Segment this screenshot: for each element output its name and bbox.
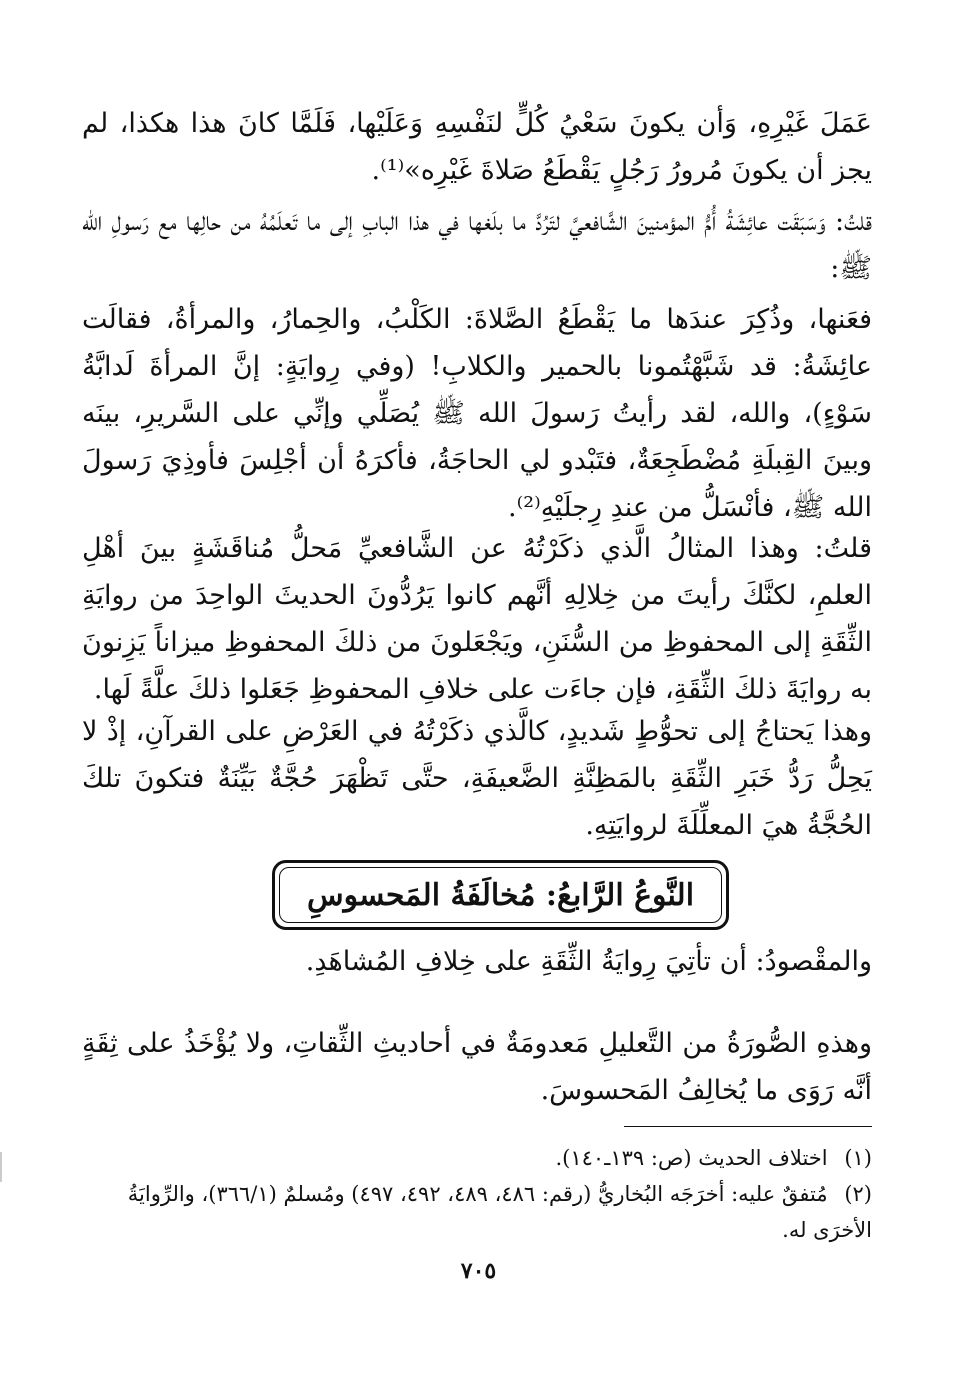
paragraph-4: قلتُ: وهذا المثالُ الَّذي ذكَرْتُهُ عن الشَّافعيِّ مَحلُّ مُناقَشَةٍ بينَ أهْلِ العلمِ، لكنَّكَ رأيتَ من خِلالِهِ أنَّهم كانوا يَرُدُّونَ الحديثَ الواحِدَ من روايَةِ الثِّقَةِ إلى المحفوظِ من السُّنَنِ، ويَجْعَلونَ من ذلكَ المحفوظِ ميزاناً يَزِنونَ به روايَةَ ذلكَ الثِّقَةِ، فإن جاءَت على خلافِ المحفوظِ جَعَلوا ذلكَ علَّةً لَها. (82, 533, 872, 705)
scan-margin-mark (0, 1152, 2, 1182)
page-number: ٧٠٥ (460, 1258, 497, 1284)
paragraph-5: وهذا يَحتاجُ إلى تحوُّطٍ شَديدٍ، كالَّذي ذكَرْتُهُ في العَرْضِ على القرآنِ، إذْ لا يَحِلُّ رَدُّ خَبَرِ الثِّقَةِ بالمَظِنَّةِ الضَّعيفَةِ، حتَّى تَظْهَرَ حُجَّةٌ بَيِّنَةٌ فتكونَ تلكَ الحُجَّةُ هيَ المعلِّلَةَ لروايَتِهِ. (82, 716, 872, 841)
footnote-number: (٢) (844, 1182, 872, 1206)
section-heading-frame (272, 860, 729, 930)
footnote-2 (82, 1176, 872, 1248)
footnote-text: مُتفقٌ عليه: أخرَجَه البُخاريُّ (رقم: ٤٨٦، ٤٨٩، ٤٩٢، ٤٩٧) ومُسلمٌ (٣٦٦/١)، والرِّوايَةُ الأخرَى له. (127, 1182, 872, 1242)
paragraph-6: والمقْصودُ: أن تأتِيَ رِوايَةُ الثِّقَةِ على خِلافِ المُشاهَدِ. (305, 946, 872, 977)
section-heading: النَّوعُ الرَّابعُ: مُخالَفَةُ المَحسوسِ (306, 877, 695, 913)
paragraph-3: فعَنها، وذُكِرَ عندَها ما يَقْطَعُ الصَّلاةَ: الكَلْبُ، والحِمارُ، والمرأةُ، فقالَت عائِشَةُ: قد شَبَّهْتُمونا بالحمير والكلابِ! (وفي رِوايَةٍ: إنَّ المرأةَ لَدابَّةُ سَوْءٍ)، والله، لقد رأيتُ رَسولَ الله ﷺ يُصَلِّي وإنِّي على السَّريرِ، بينَه وبينَ القِبلَةِ مُضْطَجِعَةٌ، فتَبْدو لي الحاجَةُ، فأكرَهُ أن أجْلِسَ فأوذِيَ رَسولَ الله ﷺ، فأنْسَلُّ من عندِ رِجلَيْهِ⁽²⁾. (82, 304, 872, 523)
footnote-number: (١) (844, 1146, 872, 1170)
section-heading-inner-frame (279, 867, 722, 923)
footnotes (82, 1140, 872, 1248)
footnote-divider (624, 1126, 872, 1127)
paragraph-1: عَمَلَ غَيْرِهِ، وَأن يكونَ سَعْيُ كُلٍّ لنَفْسِهِ وَعَلَيْها، فَلَمَّا كانَ هذا هكذا، لم يجز أن يكونَ مُرورُ رَجُلٍ يَقْطَعُ صَلاةَ غَيْرِه»⁽¹⁾. (82, 108, 872, 186)
footnote-1 (82, 1140, 872, 1176)
paragraph-7: وهذهِ الصُّورَةُ من التَّعليلِ مَعدومَةٌ في أحاديثِ الثِّقاتِ، ولا يُؤْخَذُ على ثِقَةٍ أنَّه رَوَى ما يُخالِفُ المَحسوسَ. (82, 1028, 872, 1106)
paragraph-2: قلتُ: وَسَبَقَت عائِشَةُ أُمُّ المؤمنينَ الشَّافعيَّ لتَرُدَّ ما بلَغها في هذا البابِ إلى ما تَعلَمُهُ من حالِها مع رَسولِ الله ﷺ: (82, 206, 872, 284)
footnote-text: اختلاف الحديث (ص: ١٣٩ـ١٤٠). (555, 1146, 828, 1170)
